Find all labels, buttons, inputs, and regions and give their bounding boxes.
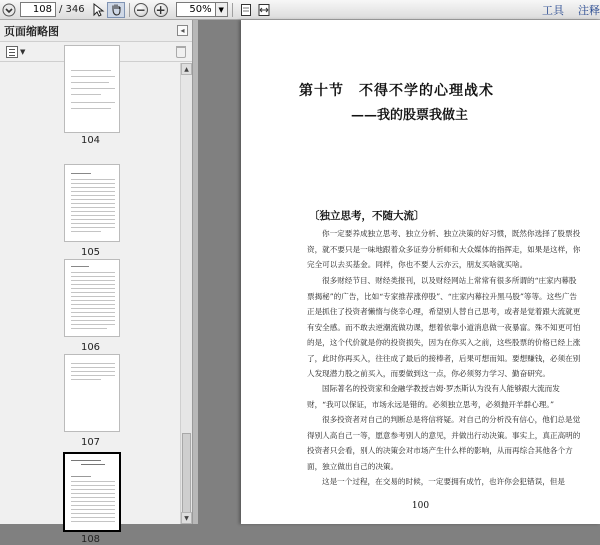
thumbnail-108[interactable] bbox=[63, 452, 121, 532]
panel-header bbox=[0, 20, 192, 42]
fit-page-icon[interactable] bbox=[237, 2, 255, 18]
paragraph: 很多投资者对自己的判断总是将信将疑。对自己的分析没有信心，他们总是觉得别人高自己一等，愿意参考别人的意见，并做出行动决策。事实上，真正高明的投资者只会看，别人的决策会对市场产生什么样的影响，从而再综合其他各个方面，独立做出自己的决策。 bbox=[307, 415, 581, 471]
scroll-up-icon[interactable]: ▲ bbox=[181, 63, 192, 75]
page-number-input[interactable] bbox=[20, 2, 56, 17]
page-number: 100 bbox=[411, 501, 430, 511]
options-icon bbox=[6, 46, 18, 58]
select-cursor-icon[interactable] bbox=[89, 2, 107, 18]
page-subtitle: ——我的股票我做主 bbox=[351, 108, 469, 123]
thumbnail-label: 106 bbox=[80, 342, 101, 353]
thumbnail-label: 108 bbox=[80, 534, 101, 545]
zoom-out-icon[interactable]: − bbox=[135, 2, 146, 17]
delete-icon[interactable] bbox=[176, 46, 186, 58]
collapse-panel-icon[interactable]: ◂ bbox=[177, 25, 188, 36]
fit-width-icon[interactable] bbox=[255, 2, 273, 18]
zoom-level-field[interactable]: 50% bbox=[176, 2, 216, 17]
paragraph: 国际著名的投资家和金融学教授吉姆·罗杰斯认为没有人能够跟大流而发财，“我可以保证，市场永远是错的。必须独立思考，必须抛开羊群心理。” bbox=[307, 384, 560, 409]
page-total: / 346 bbox=[59, 4, 85, 15]
paragraph: 这是一个过程，在交易的时候，一定要拥有成竹，也许你会犯错误，但是 bbox=[322, 477, 565, 486]
comment-menu[interactable]: 注释 bbox=[578, 4, 600, 17]
thumbnail-label: 105 bbox=[80, 247, 101, 258]
thumbnail-label: 104 bbox=[80, 135, 101, 146]
page-title: 第十节 不得不学的心理战术 bbox=[299, 83, 494, 99]
document-page bbox=[241, 20, 600, 524]
chevron-down-icon: ▼ bbox=[20, 47, 26, 56]
next-page-icon[interactable] bbox=[0, 2, 18, 18]
separator bbox=[232, 3, 233, 17]
tools-menu[interactable]: 工具 bbox=[542, 4, 564, 17]
paragraph: 你一定要养成独立思考、独立分析、独立决策的好习惯，既然你选择了股票投资，就不要只是一味地跟着众多证券分析师和大众媒体的指挥走，如果是这样，你完全可以去买基金。同样，你也不要人云亦云，朋友买啥就买啥。 bbox=[307, 229, 581, 269]
zoom-in-icon[interactable]: + bbox=[155, 2, 166, 17]
thumbnail-107[interactable] bbox=[64, 354, 120, 432]
thumbnail-105[interactable] bbox=[64, 164, 120, 242]
section-heading: 〔独立思考，不随大流〕 bbox=[309, 210, 425, 222]
thumbnail-106[interactable] bbox=[64, 259, 120, 337]
thumbnail-scrollbar[interactable] bbox=[180, 63, 192, 524]
page-thumbnails-panel bbox=[0, 20, 193, 545]
options-button[interactable] bbox=[6, 46, 25, 58]
separator bbox=[129, 3, 130, 17]
scrollbar-thumb[interactable] bbox=[182, 433, 191, 513]
thumbnail-104[interactable] bbox=[64, 45, 120, 133]
thumbnail-label: 107 bbox=[80, 437, 101, 448]
hand-tool-icon[interactable] bbox=[107, 2, 125, 18]
toolbar bbox=[0, 0, 600, 20]
panel-splitter[interactable] bbox=[193, 20, 198, 524]
zoom-dropdown-icon[interactable]: ▼ bbox=[216, 2, 228, 17]
scroll-down-icon[interactable]: ▼ bbox=[181, 512, 192, 524]
panel-title: 页面缩略图 bbox=[4, 24, 59, 38]
thumbnail-list[interactable] bbox=[0, 63, 181, 545]
paragraph: 很多财经节目、财经类报刊，以及财经网站上常常有很多所谓的“庄家内幕股票揭秘”的广告，比如“专家推荐涨停股”、“庄家内幕拉升黑马股”等等。这些广告正是抓住了投资者懒惰与侥幸心理，希望别人替自己思考，或者是觉着跟大流就更有安全感。而不敢去逆潮流做功课，想着依靠小道消息做一夜暴富。殊不知更可怕的是，这个代价就是你的投资损失，因为在你买入之前，这些股票的价格已经上涨了，此时你再买入，往往成了最后的接棒者，后果可想而知。要想赚钱，必须在别人发现潜力股之前买入，而要做到这一点，你必须努力学习、勤奋研究。 bbox=[307, 276, 581, 378]
